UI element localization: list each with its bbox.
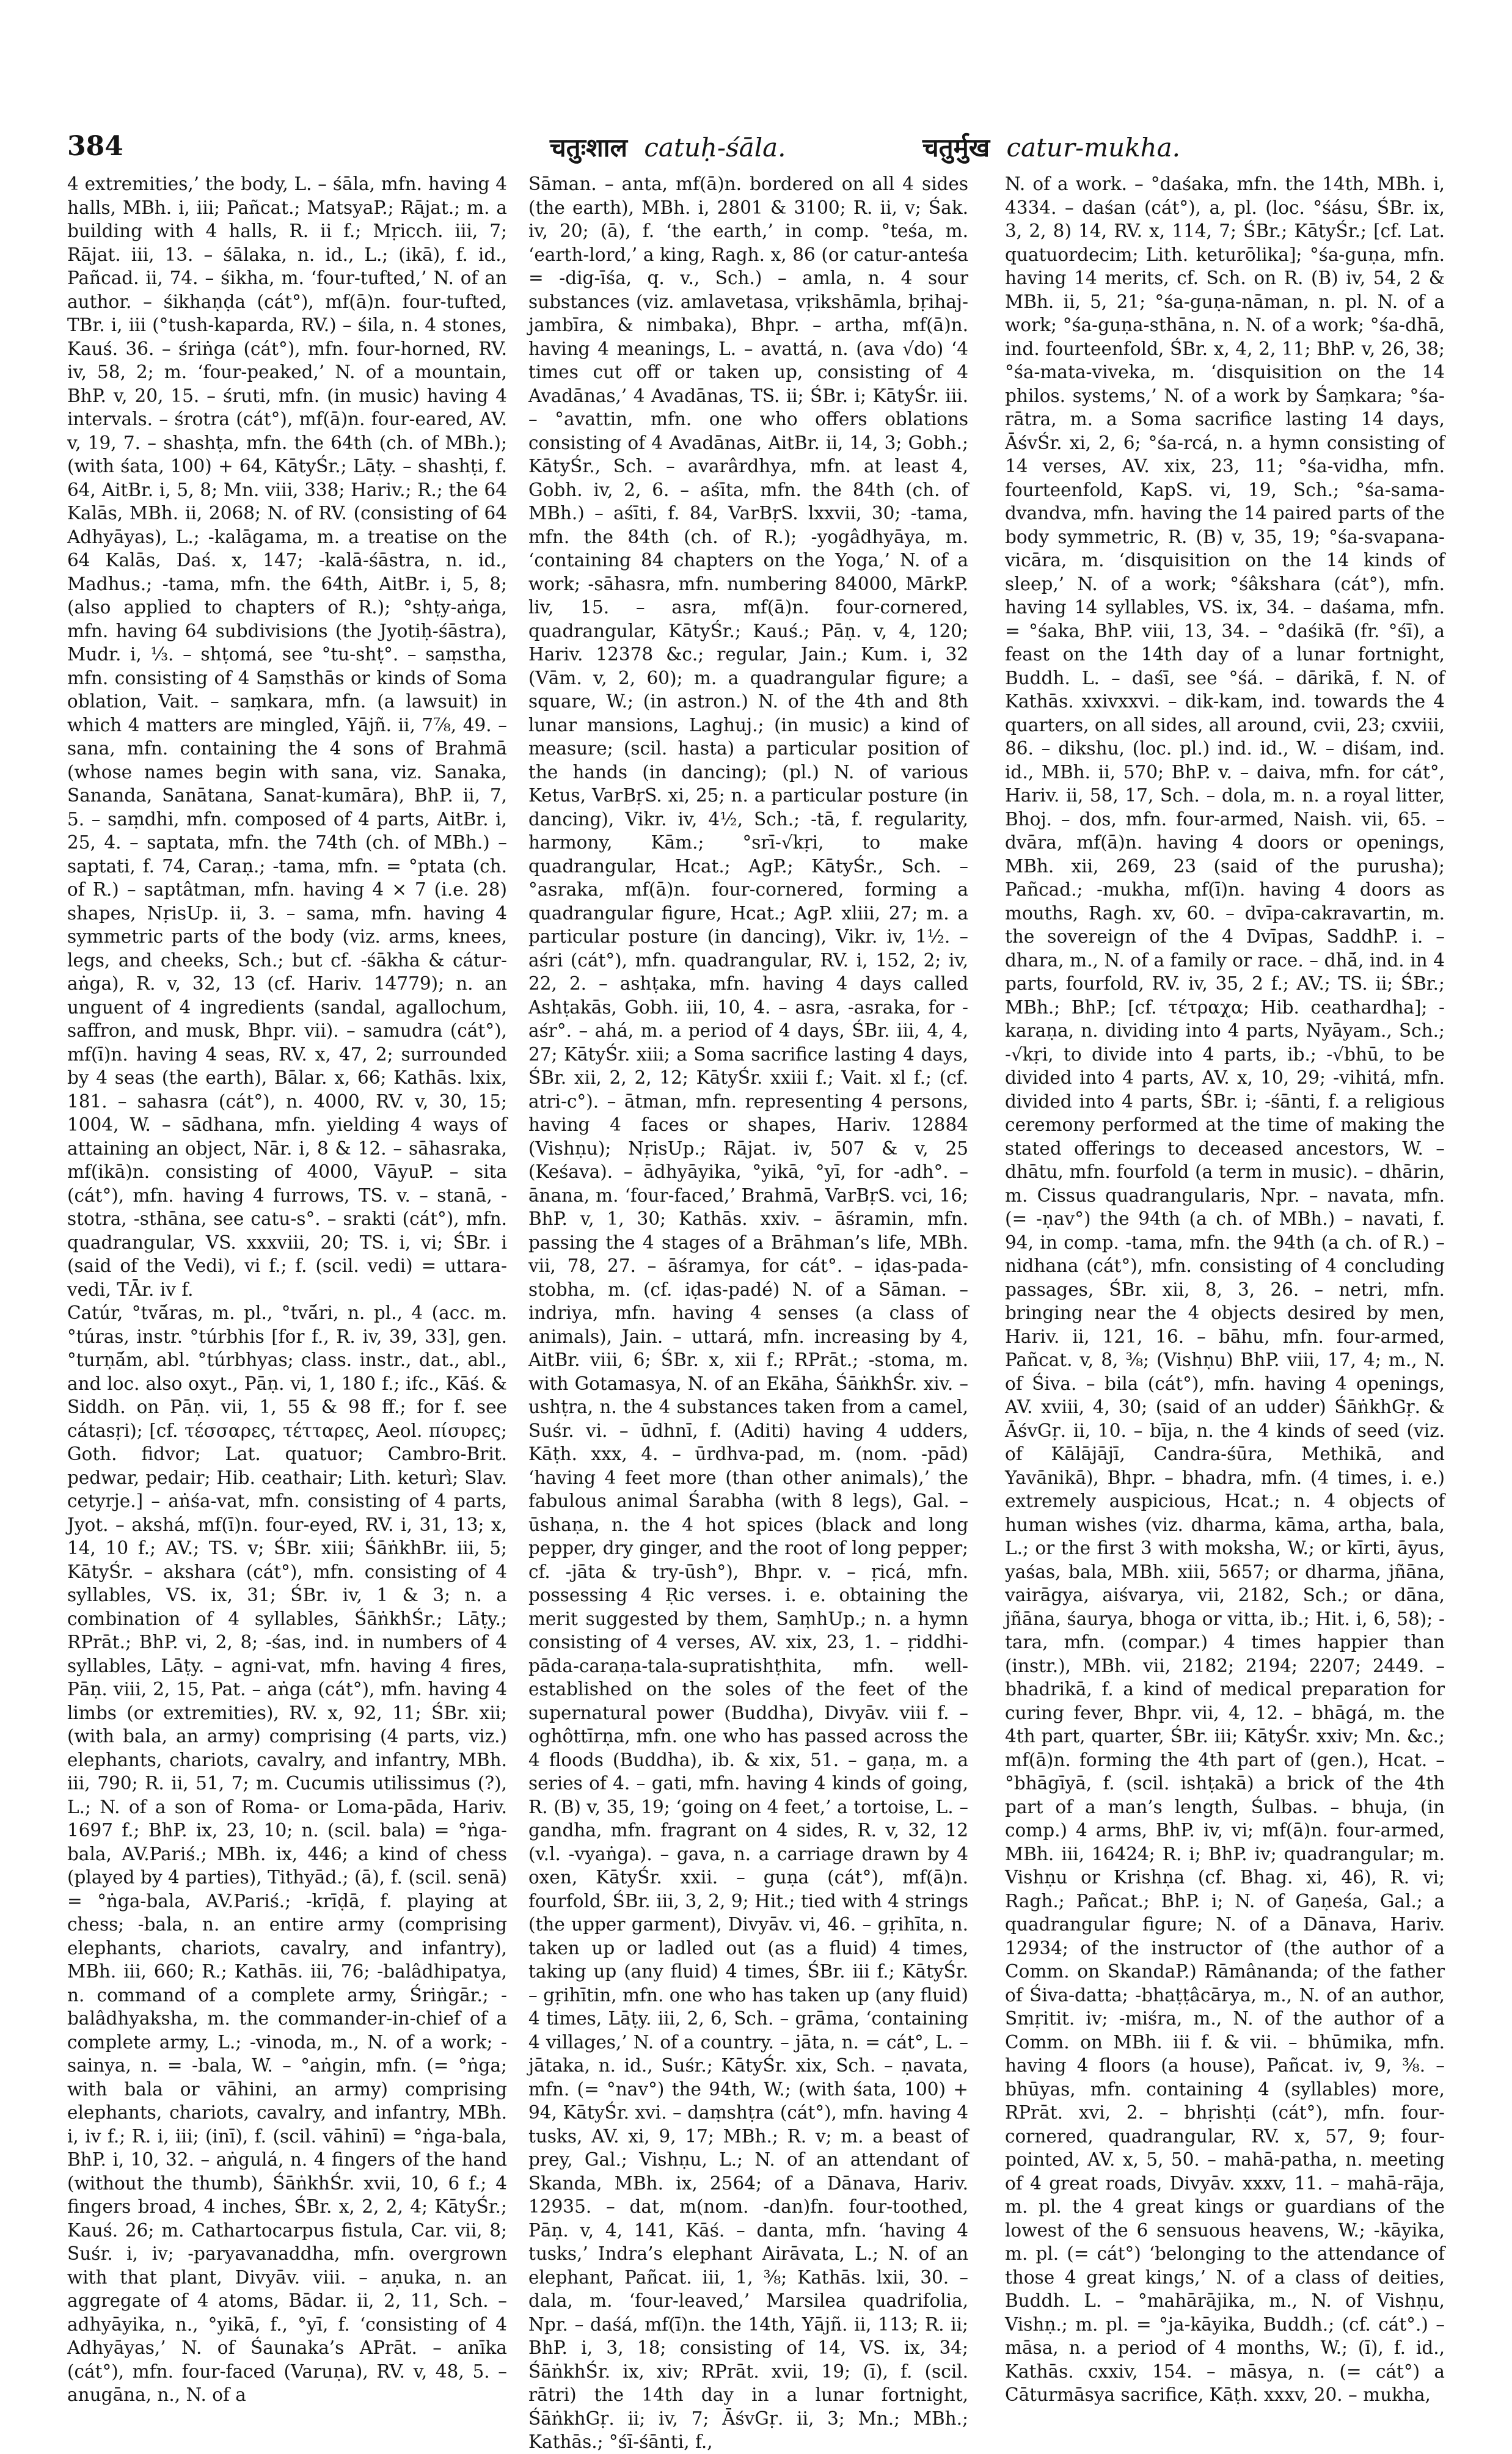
- dictionary-column-3: [1005, 172, 1445, 2405]
- column-paragraph: Sāman. – anta, mf(ā)n. bordered on all 4 sides (the earth), MBh. i, 2801 & 3100; R. ii, v; Śak. iv, 20; (ā), f. ‘the earth,’ in comp. °teśa, m. ‘earth-lord,’ a king, Ragh. x, 86 (or catur-anteśa = -dig-īśa, q. v., Sch.) – amla, n. 4 sour substances (viz. amlavetasa, vṛikshāmla, bṛihaj-jambīra, & nimbaka), Bhpr. – artha, mf(ā)n. having 4 meanings, L. – avattá, n. (ava √do) ‘4 times cut off or taken up, consisting of 4 Avadānas,’ 4 Avadānas, TS. ii; ŚBr. i; KātyŚr. iii. – °avattin, mfn. one who offers oblations consisting of 4 Avadānas, AitBr. ii, 14, 3; Gobh.; KātyŚr., Sch. – avarârdhya, mfn. at least 4, Gobh. iv, 2, 6. – aśīta, mfn. the 84th (ch. of MBh.) – aśīti, f. 84, VarBṛS. lxxvii, 30; -tama, mfn. the 84th (ch. of R.); -yogâdhyāya, m. ‘containing 84 chapters on the Yoga,’ N. of a work; -sāhasra, mfn. numbering 84000, MārkP. liv, 15. – asra, mf(ā)n. four-cornered, quadrangular, KātyŚr.; Kauś.; Pāṇ. v, 4, 120; Hariv. 12378 &c.; regular, Jain.; Kum. i, 32 (Vām. v, 2, 60); m. a quadrangular figure; a square, W.; (in astron.) N. of the 4th and 8th lunar mansions, Laghuj.; (in music) a kind of measure; (scil. hasta) a particular position of the hands (in dancing); (pl.) N. of various Ketus, VarBṛS. xi, 25; n. a particular posture (in dancing), Vikr. iv, 4½, Sch.; -tā, f. regularity, harmony, Kām.; °srī-√kṛi, to make quadrangular, Hcat.; AgP.; KātyŚr., Sch. – °asraka, mf(ā)n. four-cornered, forming a quadrangular figure, Hcat.; AgP. xliii, 27; m. a particular posture (in dancing), Vikr. iv, 1½. – aśri (cát°), mfn. quadrangular, RV. i, 152, 2; iv, 22, 2. – ashṭaka, mfn. having 4 days called Ashṭakās, Gobh. iii, 10, 4. – asra, -asraka, for -aśr°. – ahá, m. a period of 4 days, ŚBr. iii, 4, 4, 27; KātyŚr. xiii; a Soma sacrifice lasting 4 days, ŚBr. xii, 2, 2, 12; KātyŚr. xxiii f.; Vait. xl f.; (cf. atri-c°). – ātman, mfn. representing 4 persons, having 4 faces or shapes, Hariv. 12884 (Vishṇu); NṛisUp.; Rājat. iv, 507 & v, 25 (Keśava). – ādhyāyika, °yikā, °yī, for -adh°. – ānana, m. ‘four-faced,’ Brahmā, VarBṛS. vci, 16; BhP. v, 1, 30; Kathās. xxiv. – āśramin, mfn. passing the 4 stages of a Brāhman’s life, MBh. vii, 78, 27. – āśramya, for cát°. – iḍas-pada-stobha, m. (cf. iḍas-padé) N. of a Sāman. – indriya, mfn. having 4 senses (a class of animals), Jain. – uttará, mfn. increasing by 4, AitBr. viii, 6; ŚBr. x, xii f.; RPrāt.; -stoma, m. with Gotamasya, N. of an Ekāha, ŚāṅkhŚr. xiv. – ushṭra, n. the 4 substances taken from a camel, Suśr. vi. – ūdhnī, f. (Aditi) having 4 udders, Kāṭh. xxx, 4. – ūrdhva-pad, m. (nom. -pād) ‘having 4 feet more (than other animals),’ the fabulous animal Śarabha (with 8 legs), Gal. – ūshaṇa, n. the 4 hot spices (black and long pepper, dry ginger, and the root of long pepper; cf. -jāta & try-ūsh°), Bhpr. v. – ṛicá, mfn. possessing 4 Ṛic verses. i. e. obtaining the merit suggested by them, SaṃhUp.; n. a hymn consisting of 4 verses, AV. xix, 23, 1. – ṛiddhi-pāda-caraṇa-tala-supratishṭhita, mfn. well-established on the soles of the feet of the supernatural power (Buddha), Divyāv. viii f. – oghôttīrṇa, mfn. one who has passed across the 4 floods (Buddha), ib. & xix, 51. – gaṇa, m. a series of 4. – gati, mfn. having 4 kinds of going, R. (B) v, 35, 19; ‘going on 4 feet,’ a tortoise, L. – gandha, mfn. fragrant on 4 sides, R. v, 32, 12 (v.l. -vyaṅga). – gava, n. a carriage drawn by 4 oxen, KātyŚr. xxii. – guṇa (cát°), mf(ā)n. fourfold, ŚBr. iii, 3, 2, 9; Hit.; tied with 4 strings (the upper garment), Divyāv. vi, 46. – gṛihīta, n. taken up or ladled out (as a fluid) 4 times, taking up (any fluid) 4 times, ŚBr. iii f.; KātyŚr. – gṛihītin, mfn. one who has taken up (any fluid) 4 times, Lāṭy. iii, 2, 6, Sch. – grāma, ‘containing 4 villages,’ N. of a country. – jāta, n. = cát°, L. – jātaka, n. id., Suśr.; KātyŚr. xix, Sch. – ṇavata, mfn. (= °nav°) the 94th, W.; (with śata, 100) + 94, KātyŚr. xvi. – daṃshṭra (cát°), mfn. having 4 tusks, AV. xi, 9, 17; MBh.; R. v; m. a beast of prey, Gal.; Vishṇu, L.; N. of an attendant of Skanda, MBh. ix, 2564; of a Dānava, Hariv. 12935. – dat, m(nom. -dan)fn. four-toothed, Pāṇ. v, 4, 141, Kāś. – danta, mfn. ‘having 4 tusks,’ Indra’s elephant Airāvata, L.; N. of an elephant, Pañcat. iii, 1, ⅜; Kathās. lxii, 30. – dala, m. ‘four-leaved,’ Marsilea quadrifolia, Npr. – daśá, mf(ī)n. the 14th, Yājñ. ii, 113; R. ii; BhP. i, 3, 18; consisting of 14, VS. ix, 34; ŚāṅkhŚr. ix, xiv; RPrāt. xvii, 19; (ī), f. (scil. rātri) the 14th day in a lunar fortnight, ŚāṅkhGṛ. ii; iv, 7; ĀśvGṛ. ii, 3; Mn.; MBh.; Kathās.; °śī-śānti, f.,: [528, 173, 968, 2452]
- right-headword-devanagari: चतुर्मुख: [922, 133, 990, 163]
- dictionary-column-2: [528, 172, 968, 2452]
- column-paragraph: N. of a work. – °daśaka, mfn. the 14th, MBh. i, 4334. – daśan (cát°), a, pl. (loc. °śásu, ŚBr. ix, 3, 2, 8) 14, RV. x, 114, 7; ŚBr.; KātyŚr.; [cf. Lat. quatuordecim; Lith. keturōlika]; °śa-guṇa, mfn. having 14 merits, cf. Sch. on R. (B) iv, 54, 2 & MBh. ii, 5, 21; °śa-guṇa-nāman, n. pl. N. of a work; °śa-guṇa-sthāna, n. N. of a work; °śa-dhā, ind. fourteenfold, ŚBr. x, 4, 2, 11; BhP. v, 26, 38; °śa-mata-viveka, m. ‘disquisition on the 14 philos. systems,’ N. of a work by Śaṃkara; °śa-rātra, m. a Soma sacrifice lasting 14 days, ĀśvŚr. xi, 2, 6; °śa-rcá, n. a hymn consisting of 14 verses, AV. xix, 23, 11; °śa-vidha, mfn. fourteenfold, KapS. vi, 19, Sch.; °śa-sama-dvandva, mfn. having the 14 paired parts of the body symmetric, R. (B) v, 35, 19; °śa-svapana-vicāra, m. ‘disquisition on the 14 kinds of sleep,’ N. of a work; °śâkshara (cát°), mfn. having 14 syllables, VS. ix, 34. – daśama, mfn. = °śaka, BhP. viii, 13, 34. – °daśikā (fr. °śī), a feast on the 14th day of a lunar fortnight, Buddh. L. – daśī, see °śá. – dārikā, f. N. of Kathās. xxivxxvi. – dik-kam, ind. towards the 4 quarters, on all sides, all around, cvii, 23; cxviii, 86. – dikshu, (loc. pl.) ind. id., W. – diśam, ind. id., MBh. ii, 570; BhP. v. – daiva, mfn. for cát°, Hariv. ii, 58, 17, Sch. – dola, m. n. a royal litter, Bhoj. – dos, mfn. four-armed, Naish. vii, 65. – dvāra, mf(ā)n. having 4 doors or openings, MBh. xii, 269, 23 (said of the purusha); Pañcad.; -mukha, mf(ī)n. having 4 doors as mouths, Ragh. xv, 60. – dvīpa-cakravartin, m. the sovereign of the 4 Dvīpas, SaddhP. i. – dhara, m., N. of a family or race. – dhā́, ind. in 4 parts, fourfold, RV. iv, 35, 2 f.; AV.; TS. ii; ŚBr.; MBh.; BhP.; [cf. τέτραχα; Hib. ceathardha]; -karaṇa, n. dividing into 4 parts, Nyāyam., Sch.; -√kṛi, to divide into 4 parts, ib.; -√bhū, to be divided into 4 parts, AV. x, 10, 29; -vihitá, mfn. divided into 4 parts, ŚBr. i; -śānti, f. a religious ceremony performed at the time of making the stated offerings to deceased ancestors, W. – dhātu, mfn. fourfold (a term in music). – dhārin, m. Cissus quadrangularis, Npr. – navata, mfn. (= -ṇav°) the 94th (a ch. of MBh.) – navati, f. 94, in comp. -tama, mfn. the 94th (a ch. of R.) – nidhana (cát°), mfn. consisting of 4 concluding passages, ŚBr. xii, 8, 3, 26. – netri, mfn. bringing near the 4 objects desired by men, Hariv. ii, 121, 16. – bāhu, mfn. four-armed, Pañcat. v, 8, ⅜; (Vishṇu) BhP. viii, 17, 4; m., N. of Śiva. – bila (cát°), mfn. having 4 openings, AV. xviii, 4, 30; (said of an udder) ŚāṅkhGṛ. & ĀśvGṛ. ii, 10. – bīja, n. the 4 kinds of seed (viz. of Kālājājī, Candra-śūra, Methikā, and Yavānikā), Bhpr. – bhadra, mfn. (4 times, i. e.) extremely auspicious, Hcat.; n. 4 objects of human wishes (viz. dharma, kāma, artha, bala, L.; or the first 3 with moksha, W.; or kīrti, āyus, yaśas, bala, MBh. xiii, 5657; or dharma, jñāna, vairāgya, aiśvarya, vii, 2182, Sch.; or dāna, jñāna, śaurya, bhoga or vitta, ib.; Hit. i, 6, 58); -tara, mfn. (compar.) 4 times happier than (instr.), MBh. vii, 2182; 2194; 2207; 2449. – bhadrikā, f. a kind of medical preparation for curing fever, Bhpr. vii, 4, 12. – bhāgá, m. the 4th part, quarter, ŚBr. iii; KātyŚr. xxiv; Mn. &c.; mf(ā)n. forming the 4th part of (gen.), Hcat. – °bhāgīyā, f. (scil. ishṭakā) a brick of the 4th part of a man’s length, Śulbas. – bhuja, (in comp.) 4 arms, BhP. iv, vi; mf(ā)n. four-armed, MBh. iii, 16424; R. i; BhP. iv; quadrangular; m. Vishṇu or Krishṇa (cf. Bhag. xi, 46), R. vi; Ragh.; Pañcat.; BhP. i; N. of Gaṇeśa, Gal.; a quadrangular figure; N. of a Dānava, Hariv. 12934; of the instructor of (the author of a Comm. on SkandaP.) Rāmânanda; of the father of Śiva-datta; -bhaṭṭâcārya, m., N. of an author, Smṛitit. iv; -miśra, m., N. of the author of a Comm. on MBh. iii f. & vii. – bhūmika, mfn. having 4 floors (a house), Pañcat. iv, 9, ⅜. – bhūyas, mfn. containing 4 (syllables) more, RPrāt. xvi, 2. – bhṛishṭi (cát°), mfn. four-cornered, quadrangular, RV. x, 57, 9; four-pointed, AV. x, 5, 50. – mahā-patha, n. meeting of 4 great roads, Divyāv. xxxv, 11. – mahā-rāja, m. pl. the 4 great kings or guardians of the lowest of the 6 sensuous heavens, W.; -kāyika, m. pl. (= cát°) ‘belonging to the attendance of those 4 great kings,’ N. of a class of deities, Buddh. L. – °mahārājika, m., N. of Vishṇu, Vishṇ.; m. pl. = °ja-kāyika, Buddh.; (cf. cát°.) – māsa, n. a period of 4 months, W.; (ī), f. id., Kathās. cxxiv, 154. – māsya, n. (= cát°) a Cāturmāsya sacrifice, Kāṭh. xxxv, 20. – mukha,: [1005, 173, 1445, 2405]
- left-headword-devanagari: चतुःशाल: [550, 133, 628, 163]
- column-paragraph: 4 extremities,’ the body, L. – śāla, mfn. having 4 halls, MBh. i, iii; Pañcat.; MatsyaP.; Rājat.; m. a building with 4 halls, R. ii f.; Mṛicch. iii, 7; Rājat. iii, 13. – śālaka, n. id., L.; (ikā), f. id., Pañcad. ii, 74. – śikha, m. ‘four-tufted,’ N. of an author. – śikhaṇḍa (cát°), mf(ā)n. four-tufted, TBr. i, iii (°tush-kaparda, RV.) – śila, n. 4 stones, Kauś. 36. – śriṅga (cát°), mfn. four-horned, RV. iv, 58, 2; m. ‘four-peaked,’ N. of a mountain, BhP. v, 20, 15. – śruti, mfn. (in music) having 4 intervals. – śrotra (cát°), mf(ā)n. four-eared, AV. v, 19, 7. – shashṭa, mfn. the 64th (ch. of MBh.); (with śata, 100) + 64, KātyŚr.; Lāṭy. – shashṭi, f. 64, AitBr. i, 5, 8; Mn. viii, 338; Hariv.; R.; the 64 Kalās, MBh. ii, 2068; N. of RV. (consisting of 64 Adhyāyas), L.; -kalāgama, m. a treatise on the 64 Kalās, Daś. x, 147; -kalā-śāstra, n. id., Madhus.; -tama, mfn. the 64th, AitBr. i, 5, 8; (also applied to chapters of R.); °shṭy-aṅga, mfn. having 64 subdivisions (the Jyotiḥ-śāstra), Mudr. i, ⅓. – shṭomá, see °tu-shṭ°. – saṃstha, mfn. consisting of 4 Saṃsthās or kinds of Soma oblation, Vait. – saṃkara, mfn. (a lawsuit) in which 4 matters are mingled, Yājñ. ii, 7⅞, 49. – sana, mfn. containing the 4 sons of Brahmā (whose names begin with sana, viz. Sanaka, Sananda, Sanātana, Sanat-kumāra), BhP. ii, 7, 5. – saṃdhi, mfn. composed of 4 parts, AitBr. i, 25, 4. – saptata, mfn. the 74th (ch. of MBh.) – saptati, f. 74, Caraṇ.; -tama, mfn. = °ptata (ch. of R.) – saptâtman, mfn. having 4 × 7 (i.e. 28) shapes, NṛisUp. ii, 3. – sama, mfn. having 4 symmetric parts of the body (viz. arms, knees, legs, and cheeks, Sch.; but cf. -śākha & cátur-aṅga), R. v, 32, 13 (cf. Hariv. 14779); n. an unguent of 4 ingredients (sandal, agallochum, saffron, and musk, Bhpr. vii). – samudra (cát°), mf(ī)n. having 4 seas, RV. x, 47, 2; surrounded by 4 seas (the earth), Bālar. x, 66; Kathās. lxix, 181. – sahasra (cát°), n. 4000, RV. v, 30, 15; 1004, W. – sādhana, mfn. yielding 4 ways of attaining an object, Nār. i, 8 & 12. – sāhasraka, mf(ikā)n. consisting of 4000, VāyuP. – sita (cát°), mfn. having 4 furrows, TS. v. – stanā, -stotra, -sthāna, see catu-s°. – srakti (cát°), mfn. quadrangular, VS. xxxviii, 20; TS. i, vi; ŚBr. i (said of the Vedi), vi f.; f. (scil. vedi) = uttara-vedi, TĀr. iv f.: [67, 173, 507, 1300]
- left-headword-latin: catuḥ-śāla.: [644, 133, 786, 163]
- right-headword-latin: catur-mukha.: [1006, 133, 1180, 163]
- page-number: 384: [67, 131, 123, 162]
- right-running-head: [922, 130, 1180, 164]
- left-running-head: [550, 130, 786, 164]
- page-header: [67, 127, 1445, 170]
- column-paragraph: Catúr, °tvā́ras, m. pl., °tvā́ri, n. pl., 4 (acc. m. °túras, instr. °túrbhis [for f., R. iv, 39, 33], gen. °turṇā́m, abl. °túrbhyas; class. instr., dat., abl., and loc. also oxyt., Pāṇ. vi, 1, 180 f.; ifc., Kāś. & Siddh. on Pāṇ. vii, 1, 55 & 98 ff.; for f. see cátasṛi); [cf. τέσσαρες, τέτταρες, Aeol. πίσυρες; Goth. fidvor; Lat. quatuor; Cambro-Brit. pedwar, pedair; Hib. ceathair; Lith. keturì; Slav. cetyrje.] – aṅśa-vat, mfn. consisting of 4 parts, Jyot. – akshá, mf(ī)n. four-eyed, RV. i, 31, 13; x, 14, 10 f.; AV.; TS. v; ŚBr. xiii; ŚāṅkhBr. iii, 5; KātyŚr. – akshara (cát°), mfn. consisting of 4 syllables, VS. ix, 31; ŚBr. iv, 1 & 3; n. a combination of 4 syllables, ŚāṅkhŚr.; Lāṭy.; RPrāt.; BhP. vi, 2, 8; -śas, ind. in numbers of 4 syllables, Lāṭy. – agni-vat, mfn. having 4 fires, Pāṇ. viii, 2, 15, Pat. – aṅga (cát°), mfn. having 4 limbs (or extremities), RV. x, 92, 11; ŚBr. xii; (with bala, an army) comprising (4 parts, viz.) elephants, chariots, cavalry, and infantry, MBh. iii, 790; R. ii, 51, 7; m. Cucumis utilissimus (?), L.; N. of a son of Roma- or Loma-pāda, Hariv. 1697 f.; BhP. ix, 23, 10; n. (scil. bala) = °ṅga-bala, AV.Pariś.; MBh. ix, 446; a kind of chess (played by 4 parties), Tithyād.; (ā), f. (scil. senā) = °ṅga-bala, AV.Pariś.; -krīḍā, f. playing at chess; -bala, n. an entire army (comprising elephants, chariots, cavalry, and infantry), MBh. iii, 660; R.; Kathās. iii, 76; -balâdhipatya, n. command of a complete army, Śriṅgār.; -balâdhyaksha, m. the commander-in-chief of a complete army, L.; -vinoda, m., N. of a work; -sainya, n. = -bala, W. – °aṅgin, mfn. (= °ṅga; with bala or vāhini, an army) comprising elephants, chariots, cavalry, and infantry, MBh. i, iv f.; R. i, iii; (inī), f. (scil. vāhinī) = °ṅga-bala, BhP. i, 10, 32. – aṅgulá, n. 4 fingers of the hand (without the thumb), ŚāṅkhŚr. xvii, 10, 6 f.; 4 fingers broad, 4 inches, ŚBr. x, 2, 2, 4; KātyŚr.; Kauś. 26; m. Cathartocarpus fistula, Car. vii, 8; Suśr. i, iv; -paryavanaddha, mfn. overgrown with that plant, Divyāv. viii. – aṇuka, n. an aggregate of 4 atoms, Bādar. ii, 2, 11, Sch. – adhyāyika, n., °yikā, f., °yī, f. ‘consisting of 4 Adhyāyas,’ N. of Śaunaka’s APrāt. – anīka (cát°), mfn. four-faced (Varuṇa), RV. v, 48, 5. – anugāna, n., N. of a: [67, 1302, 507, 2405]
- dictionary-column-1: [67, 172, 507, 2405]
